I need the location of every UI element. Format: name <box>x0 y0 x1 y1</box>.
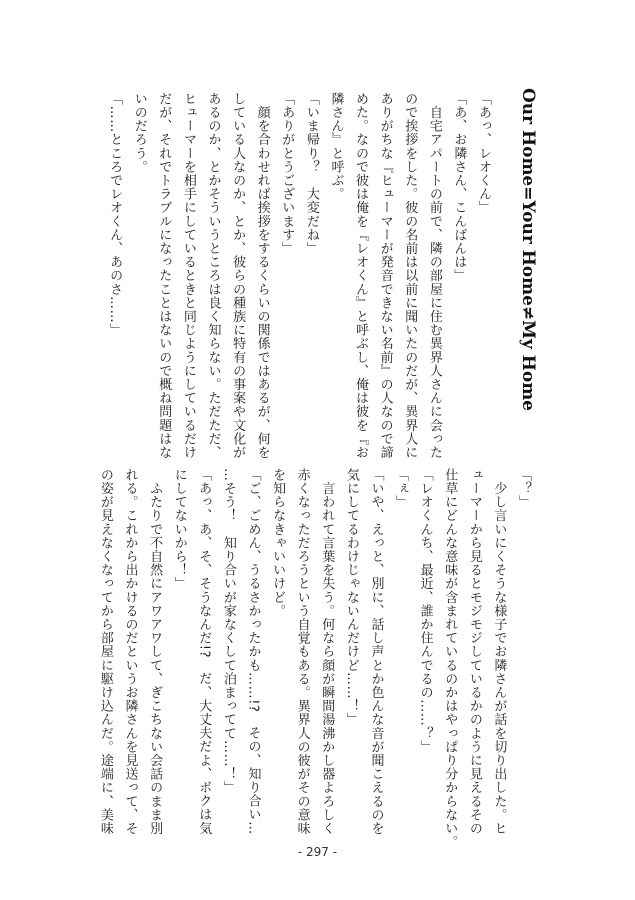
text-line: ヒューマーを相手にしているときと同じようにしているだけ <box>180 92 196 460</box>
text-line: ふたりで不自然にアワアワして、ぎこちない会話のまま別 <box>147 468 163 836</box>
text-line: している人なのか、とか、彼らの種族に特有の事案や文化が <box>230 92 246 460</box>
text-line: いのだろう。 <box>131 92 147 174</box>
text-line: 「レオくんち、最近、誰か住んでるの……？」 <box>417 468 433 754</box>
text-line: ありがちな『ヒューマーが発音できない名前』の人なので諦 <box>377 92 393 460</box>
text-line: あるのか、とかそういうところは良く知らない。ただただ、 <box>205 92 221 460</box>
text-line: を知らなきゃいいけど。 <box>270 468 286 618</box>
text-line: 「いま帰り？ 大変だね」 <box>303 92 319 256</box>
text-line: 「……ところでレオくん、あのさ……」 <box>107 92 123 337</box>
text-line: 隣さん』と呼ぶ。 <box>328 92 344 201</box>
text-line: 「ありがとうございます」 <box>279 92 295 256</box>
text-line: 顔を合わせれば挨拶をするくらいの関係ではあるが、何を <box>254 92 270 460</box>
text-line: の姿が見えなくなってから部屋に駆け込んだ。途端に、美味 <box>97 468 113 836</box>
text-line: 少し言いにくそうな様子でお隣さんが話を切り出した。ヒ <box>491 468 507 836</box>
text-line: ので挨拶をした。彼の名前は以前に聞いたのだが、異界人に <box>402 92 418 460</box>
text-line: ューマーから見るとモジモジしているかのように見えるその <box>466 468 482 836</box>
text-line: 言われて言葉を失う。何なら顔が瞬間湯沸かし器よろしく <box>319 468 335 836</box>
page-number: - 297 - <box>297 845 338 859</box>
text-line: 自宅アパートの前で、隣の部屋に住む異界人さんに会った <box>426 92 442 460</box>
text-line: れる。これから出かけるのだというお隣さんを見送って、そ <box>122 468 138 836</box>
text-line: だが、それでトラブルになったことはないので概ね問題はな <box>156 92 172 460</box>
text-line: 「あっ、あ、そ、そうなんだ!? だ、大丈夫だよ、ボクは気 <box>196 468 212 835</box>
chapter-title: Our Home=Your Home≠My Home <box>518 88 538 411</box>
text-line: 「ご、ごめん、うるさかったかも……!? その、知り合い… <box>245 468 261 835</box>
text-line: にしてないから！」 <box>171 468 187 591</box>
text-line: 「ぇ」 <box>393 468 409 509</box>
text-line: めた。なので彼は俺を『レオくん』と呼ぶし、俺は彼を『お <box>353 92 369 460</box>
text-line: 「？」 <box>516 468 531 509</box>
lower-text-block <box>95 468 535 849</box>
upper-text-block <box>95 92 495 458</box>
text-line: 「いや、えっと、別に、話し声とか色んな音が聞こえるのを <box>368 468 384 836</box>
text-line: 「あっ、レオくん」 <box>476 92 491 215</box>
text-line: 「あ、お隣さん、こんばんは」 <box>451 92 467 283</box>
text-line: 気にしてるわけじゃないんだけど……！」 <box>343 468 359 727</box>
text-line: 仕草にどんな意味が含まれているのかはやっぱり分からない。 <box>442 468 458 849</box>
text-line: …そう！ 知り合いが家なくして泊まってて……！」 <box>220 468 236 795</box>
text-line: 赤くなっただろうという自覚もある。異界人の彼がその意味 <box>294 468 310 836</box>
